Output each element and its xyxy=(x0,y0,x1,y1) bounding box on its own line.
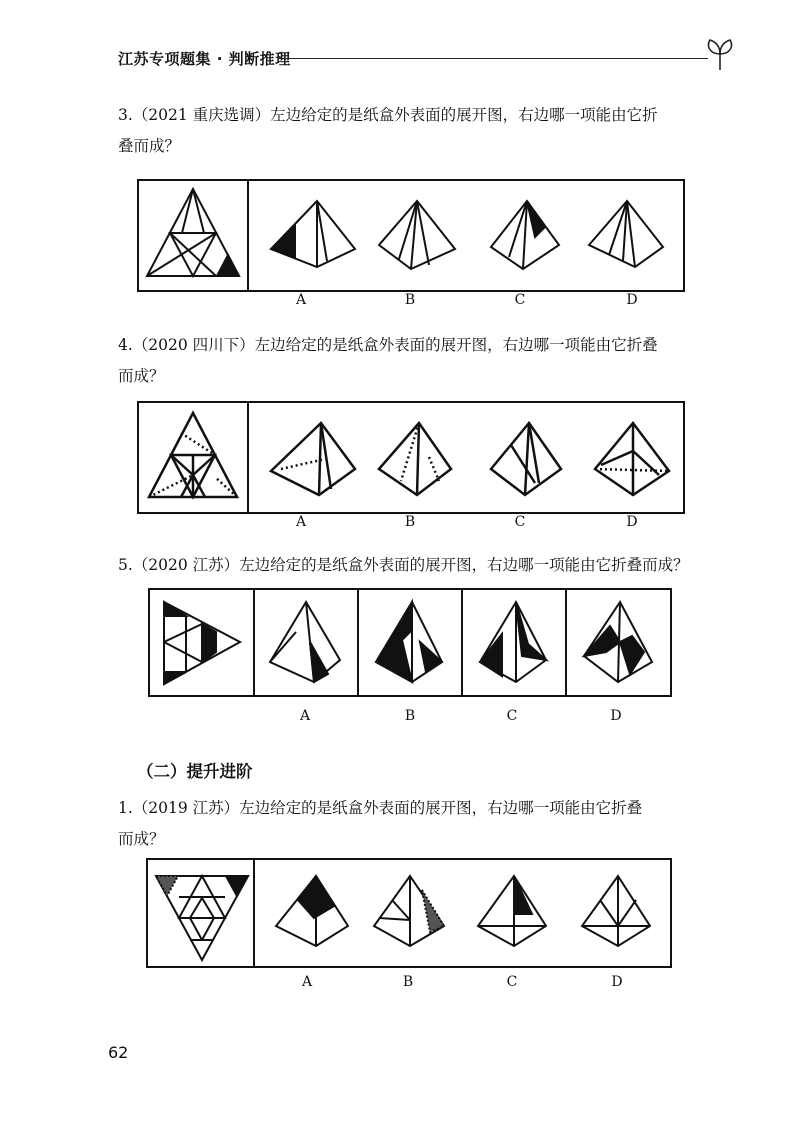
option-label-a: A xyxy=(301,974,313,990)
option-b-figure xyxy=(376,602,442,682)
option-d-figure xyxy=(589,201,663,267)
option-label-a: A xyxy=(299,708,311,724)
question-text-line: 3.（2021 重庆选调）左边给定的是纸盒外表面的展开图，右边哪一项能由它折 xyxy=(118,106,658,124)
header-rule xyxy=(278,58,708,59)
question-text-line: 叠而成？ xyxy=(118,137,181,155)
option-labels-q5 xyxy=(0,708,800,728)
section-heading: （二）提升进阶 xyxy=(137,762,253,781)
option-label-d: D xyxy=(626,292,638,308)
puzzle-figure-q5 xyxy=(148,588,672,697)
question-4 xyxy=(118,330,718,392)
option-a-figure xyxy=(270,602,340,682)
option-d-figure xyxy=(582,876,650,946)
question-text-line: 5.（2020 江苏）左边给定的是纸盒外表面的展开图，右边哪一项能由它折叠而成？ xyxy=(118,556,689,574)
net-figure-q1 xyxy=(156,876,248,960)
puzzle-figure-q3 xyxy=(137,179,685,292)
net-figure-q4 xyxy=(149,413,237,497)
option-label-b: B xyxy=(404,708,416,724)
option-c-figure xyxy=(491,201,559,269)
option-label-c: C xyxy=(506,974,518,990)
question-1 xyxy=(118,793,718,855)
option-label-a: A xyxy=(295,292,307,308)
puzzle-figure-q4 xyxy=(137,401,685,514)
option-label-d: D xyxy=(626,514,638,530)
question-5 xyxy=(118,550,718,581)
option-labels-q4 xyxy=(0,514,800,534)
option-a-figure xyxy=(271,201,355,267)
option-label-d: D xyxy=(610,708,622,724)
page-header xyxy=(118,44,728,74)
option-c-figure xyxy=(491,423,561,495)
question-text-line: 而成？ xyxy=(118,367,165,385)
option-c-figure xyxy=(478,876,546,946)
option-label-b: B xyxy=(402,974,414,990)
question-text-line: 4.（2020 四川下）左边给定的是纸盒外表面的展开图，右边哪一项能由它折叠 xyxy=(118,336,658,354)
option-labels-q3 xyxy=(0,292,800,312)
header-title: 江苏专项题集 · 判断推理 xyxy=(118,50,291,68)
option-label-c: C xyxy=(514,514,526,530)
net-figure-q5 xyxy=(164,602,240,684)
question-text-line: 而成？ xyxy=(118,830,165,848)
option-label-c: C xyxy=(514,292,526,308)
option-b-figure xyxy=(379,423,451,495)
puzzle-figure-q1 xyxy=(146,858,672,968)
option-a-figure xyxy=(271,423,355,495)
option-b-figure xyxy=(374,876,444,946)
option-b-figure xyxy=(379,201,455,269)
option-c-figure xyxy=(480,602,546,682)
option-d-figure xyxy=(595,423,669,495)
option-label-c: C xyxy=(506,708,518,724)
option-a-figure xyxy=(276,876,348,946)
question-3 xyxy=(118,100,718,162)
net-figure-q3 xyxy=(147,189,239,276)
option-labels-q1 xyxy=(0,974,800,994)
question-text-line: 1.（2019 江苏）左边给定的是纸盒外表面的展开图，右边哪一项能由它折叠 xyxy=(118,799,643,817)
option-label-a: A xyxy=(295,514,307,530)
option-label-d: D xyxy=(611,974,623,990)
page-number: 62 xyxy=(108,1043,129,1062)
sprout-icon xyxy=(700,32,740,72)
option-d-figure xyxy=(584,602,652,682)
option-label-b: B xyxy=(404,292,416,308)
option-label-b: B xyxy=(404,514,416,530)
